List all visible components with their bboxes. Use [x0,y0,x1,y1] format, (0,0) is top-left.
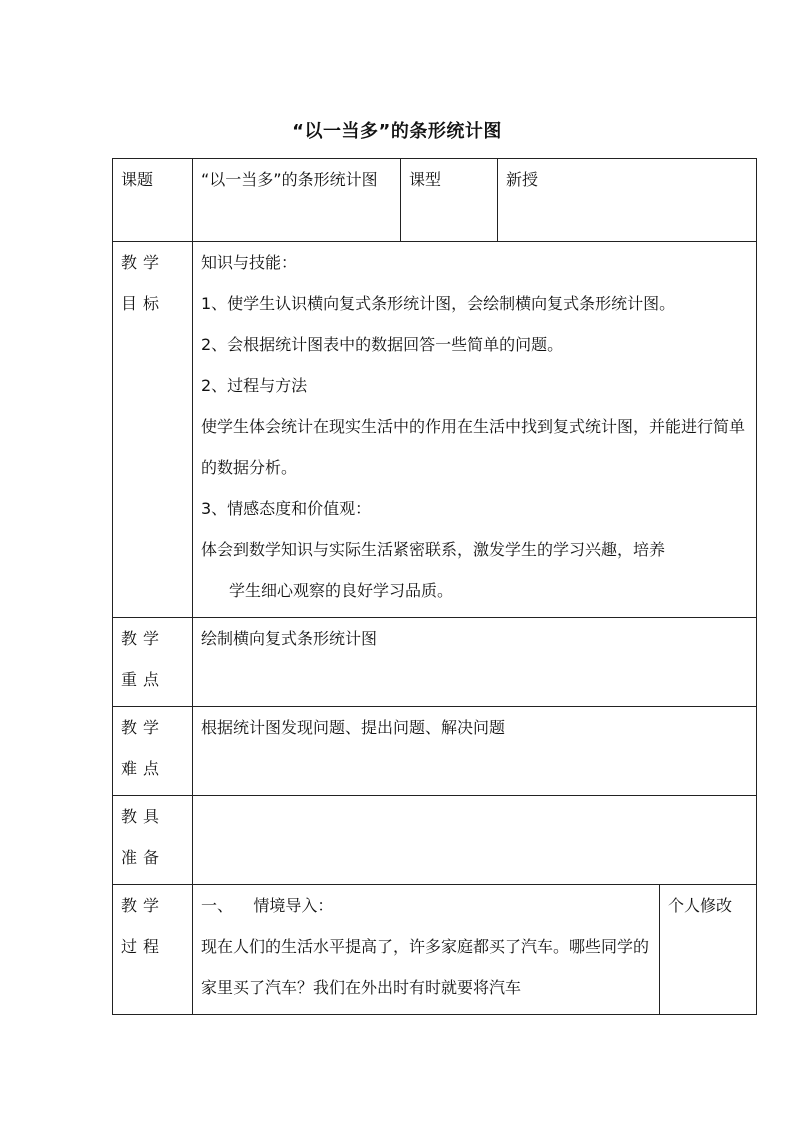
goals-line-3: 2、会根据统计图表中的数据回答一些简单的问题。 [201,335,564,354]
topic-value: “以一当多”的条形统计图 [201,170,378,189]
process-row [113,885,757,1015]
process-heading: 一、 情境导入： [201,896,334,915]
topic-row [113,159,757,242]
difficulty-content-cell [193,707,757,796]
tools-label: 教具准备 [121,807,166,867]
key-points-label: 教学重点 [121,629,166,689]
tools-label-cell [113,796,193,885]
key-points-row [113,618,757,707]
process-label-cell [113,885,193,1015]
key-points-content: 绘制横向复式条形统计图 [201,629,378,648]
goals-line-6: 3、情感态度和价值观： [201,499,372,518]
page-title: “以一当多”的条形统计图 [292,121,502,142]
goals-content-cell [193,242,757,618]
difficulty-label-cell [113,707,193,796]
process-text: 现在人们的生活水平提高了，许多家庭都买了汽车。哪些同学的家里买了汽车？我们在外出时有时就要将汽车 [201,937,650,997]
key-points-label-cell [113,618,193,707]
topic-label: 课题 [121,170,154,189]
difficulty-label: 教学难点 [121,718,166,778]
key-points-content-cell [193,618,757,707]
process-label: 教学过程 [121,896,166,956]
lesson-type-label-cell [401,159,498,242]
goals-line-8: 学生细心观察的良好学习品质。 [229,581,454,600]
lesson-plan-table [112,158,757,1015]
revision-cell [660,885,757,1015]
tools-content-cell [193,796,757,885]
lesson-type-label: 课型 [409,170,442,189]
goals-line-5: 使学生体会统计在现实生活中的作用在生活中找到复式统计图，并能进行简单的数据分析。 [201,417,746,477]
goals-line-1: 知识与技能： [201,253,298,272]
topic-value-cell [193,159,401,242]
goals-line-4: 2、过程与方法 [201,376,308,395]
difficulty-row [113,707,757,796]
topic-label-cell [113,159,193,242]
goals-label-cell [113,242,193,618]
goals-row [113,242,757,618]
goals-line-2: 1、使学生认识横向复式条形统计图，会绘制横向复式条形统计图。 [201,294,676,313]
process-content-cell [193,885,660,1015]
revision-label: 个人修改 [668,896,733,915]
goals-line-7: 体会到数学知识与实际生活紧密联系，激发学生的学习兴趣，培养 [201,540,666,559]
tools-row [113,796,757,885]
difficulty-content: 根据统计图发现问题、提出问题、解决问题 [201,718,506,737]
lesson-type-value: 新授 [506,170,539,189]
goals-label: 教学目标 [121,253,166,313]
lesson-type-value-cell [498,159,757,242]
